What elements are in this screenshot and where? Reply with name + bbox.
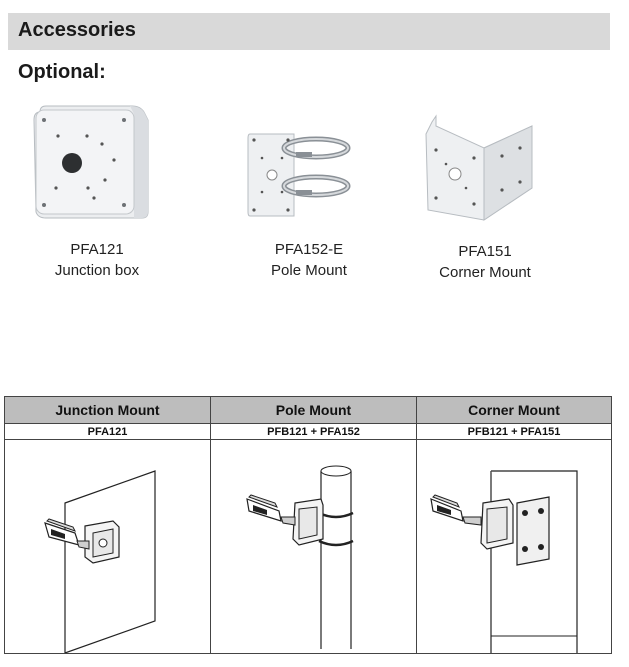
mount-table-parts: PFB121 + PFA152	[211, 424, 417, 440]
product-model: PFA121	[70, 241, 124, 258]
product-caption-corner-mount	[418, 241, 552, 283]
junction-box-image	[30, 100, 154, 224]
mount-table-header: Pole Mount	[211, 397, 417, 424]
optional-title: Optional:	[18, 61, 106, 83]
mount-table	[4, 396, 612, 654]
product-name: Junction box	[54, 262, 140, 279]
product-caption-pole-mount	[242, 239, 376, 281]
mount-table-image-row	[5, 440, 612, 654]
corner-mount-image	[422, 112, 536, 226]
mount-table-parts-row	[5, 424, 612, 440]
product-model: PFA151	[458, 243, 512, 260]
corner-mount-illustration	[417, 441, 610, 653]
mount-table-header: Junction Mount	[5, 397, 211, 424]
mount-table-cell	[211, 440, 417, 654]
product-model: PFA152-E	[274, 241, 344, 258]
pole-mount-image	[244, 128, 354, 222]
mount-table-cell	[5, 440, 211, 654]
section-title: Accessories	[18, 19, 136, 41]
mount-table-parts: PFB121 + PFA151	[417, 424, 612, 440]
product-name: Corner Mount	[439, 264, 531, 281]
mount-table-header-row	[5, 397, 612, 424]
product-name: Pole Mount	[271, 262, 347, 279]
pole-mount-illustration	[211, 441, 415, 653]
product-caption-junction-box	[30, 239, 164, 281]
mount-table-header: Corner Mount	[417, 397, 612, 424]
mount-table-parts: PFA121	[5, 424, 211, 440]
mount-table-cell	[417, 440, 612, 654]
junction-mount-illustration	[5, 441, 209, 653]
